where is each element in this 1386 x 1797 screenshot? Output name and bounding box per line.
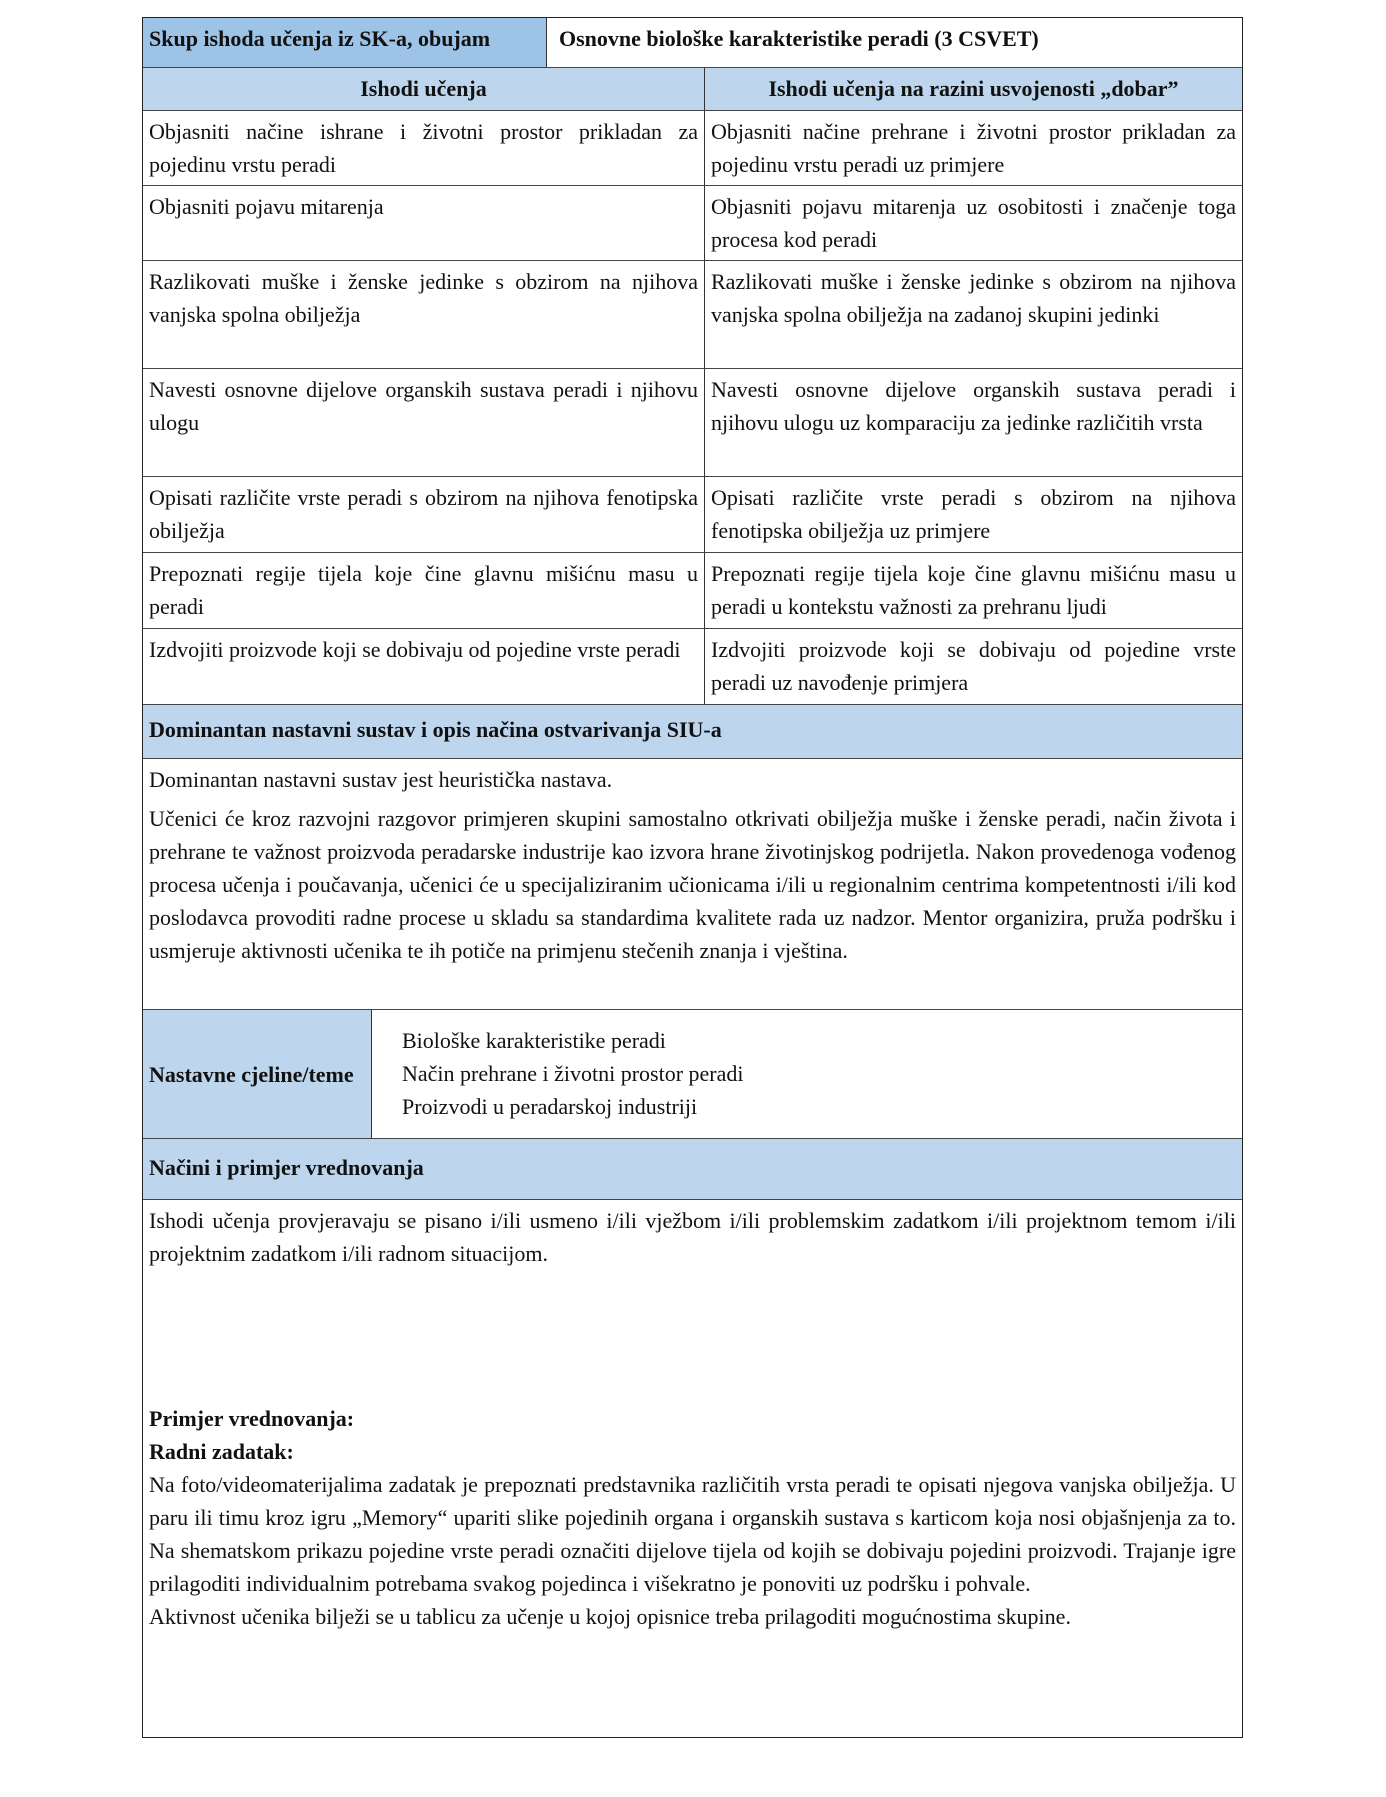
outcome-cell: Prepoznati regije tijela koje čine glavnu mišićnu masu u peradi xyxy=(149,561,698,619)
topics-list xyxy=(371,1010,1242,1138)
teaching-system-body xyxy=(143,759,1242,1009)
topic-item: Biološke karakteristike peradi xyxy=(402,1028,666,1053)
task-heading: Radni zadatak: xyxy=(149,1439,294,1464)
outcome-cell: Razlikovati muške i ženske jedinke s obzirom na njihova vanjska spolna obilježja xyxy=(149,269,698,327)
paragraph: Učenici će kroz razvojni razgovor primjeren skupini samostalno otkrivati obilježja muške i ženske peradi, način života i prehrane te važnost proizvoda peradarske industrije kao izvora hrane životinjskog podrijetla. Nakon provedenoga vođenog procesa učenja i poučavanja, učenici će u specijaliziranim učionicama i/ili u regionalnim centrima kompetentnosti i/ili kod poslodavca provoditi radne procese u skladu sa standardima kvalitete rada uz nadzor. Mentor organizira, pruža podršku i usmjeruje aktivnosti učenika te ih potiče na primjenu stečenih znanja i vještina. xyxy=(149,806,1236,963)
topic-item: Način prehrane i životni prostor peradi xyxy=(402,1061,744,1086)
topic-item: Proizvodi u peradarskoj industriji xyxy=(402,1094,698,1119)
table-row xyxy=(143,186,1242,261)
outcome-cell: Navesti osnovne dijelove organskih sustava peradi i njihovu ulogu xyxy=(149,377,698,435)
good-level-cell: Prepoznati regije tijela koje čine glavnu mišićnu masu u peradi u kontekstu važnosti za prehranu ljudi xyxy=(704,553,1242,628)
closing-text: Aktivnost učenika bilježi se u tablicu za učenje u kojoj opisnice treba prilagoditi mogućnostima skupine. xyxy=(149,1604,1071,1629)
good-level-cell: Razlikovati muške i ženske jedinke s obzirom na njihova vanjska spolna obilježja na zadanoj skupini jedinki xyxy=(704,261,1242,368)
evaluation-content xyxy=(143,1200,1242,1737)
example-heading: Primjer vrednovanja: xyxy=(149,1406,355,1431)
outcome-cell: Objasniti načine ishrane i životni prostor prikladan za pojedinu vrstu peradi xyxy=(149,119,698,177)
good-level-cell: Objasniti pojavu mitarenja uz osobitosti i značenje toga procesa kod peradi xyxy=(704,186,1242,260)
table-row xyxy=(143,111,1242,186)
evaluation-body xyxy=(143,1200,1242,1737)
outcome-cell: Opisati različite vrste peradi s obzirom na njihova fenotipska obilježja xyxy=(149,485,698,543)
set-value: Osnovne biološke karakteristike peradi (3 CSVET) xyxy=(546,18,1242,67)
teaching-system-header xyxy=(143,705,1242,759)
table-row xyxy=(143,369,1242,477)
title-row xyxy=(143,18,1242,68)
evaluation-header xyxy=(143,1139,1242,1200)
paragraph: Dominantan nastavni sustav jest heuristička nastava. xyxy=(149,767,613,792)
good-level-cell: Navesti osnovne dijelove organskih sustava peradi i njihovu ulogu uz komparaciju za jedinke različitih vrsta xyxy=(704,369,1242,476)
teaching-system-content xyxy=(143,759,1242,1010)
outcomes-header-row xyxy=(143,68,1242,111)
topics-row xyxy=(143,1010,1242,1139)
task-text: Na foto/videomaterijalima zadatak je prepoznati predstavnika različitih vrsta peradi te opisati njegova vanjska obilježja. U paru ili timu kroz igru „Memory“ upariti slike pojedinih organa i organskih sustava s karticom koja nosi objašnjenja za to. Na shematskom prikazu pojedine vrste peradi označiti dijelove tijela od kojih se dobivaju pojedini proizvodi. Trajanje igre prilagoditi individualnim potrebama svakog pojedinca i višekratno je ponoviti uz podršku i pohvale. xyxy=(149,1472,1236,1596)
section-title: Dominantan nastavni sustav i opis načina ostvarivanja SIU-a xyxy=(149,717,722,742)
topics-label: Nastavne cjeline/teme xyxy=(143,1010,371,1138)
good-level-cell: Izdvojiti proizvode koji se dobivaju od pojedine vrste peradi uz navođenje primjera xyxy=(704,629,1242,704)
table-row xyxy=(143,629,1242,705)
column-header-outcomes: Ishodi učenja xyxy=(360,76,487,101)
section-title: Načini i primjer vrednovanja xyxy=(149,1155,424,1180)
outcome-cell: Objasniti pojavu mitarenja xyxy=(149,194,384,219)
outcome-cell: Izdvojiti proizvode koji se dobivaju od pojedine vrste peradi xyxy=(149,637,681,662)
learning-outcomes-document xyxy=(142,17,1243,1738)
table-row xyxy=(143,261,1242,369)
evaluation-intro: Ishodi učenja provjeravaju se pisano i/ili usmeno i/ili vježbom i/ili problemskim zadatkom i/ili projektnom temom i/ili projektnim zadatkom i/ili radnom situacijom. xyxy=(149,1208,1236,1266)
table-row xyxy=(143,553,1242,629)
column-header-good-level: Ishodi učenja na razini usvojenosti „dobar” xyxy=(704,68,1242,110)
good-level-cell: Opisati različite vrste peradi s obzirom na njihova fenotipska obilježja uz primjere xyxy=(704,477,1242,552)
set-label: Skup ishoda učenja iz SK-a, obujam xyxy=(143,18,546,67)
table-row xyxy=(143,477,1242,553)
good-level-cell: Objasniti načine prehrane i životni prostor prikladan za pojedinu vrstu peradi uz primjere xyxy=(704,111,1242,185)
